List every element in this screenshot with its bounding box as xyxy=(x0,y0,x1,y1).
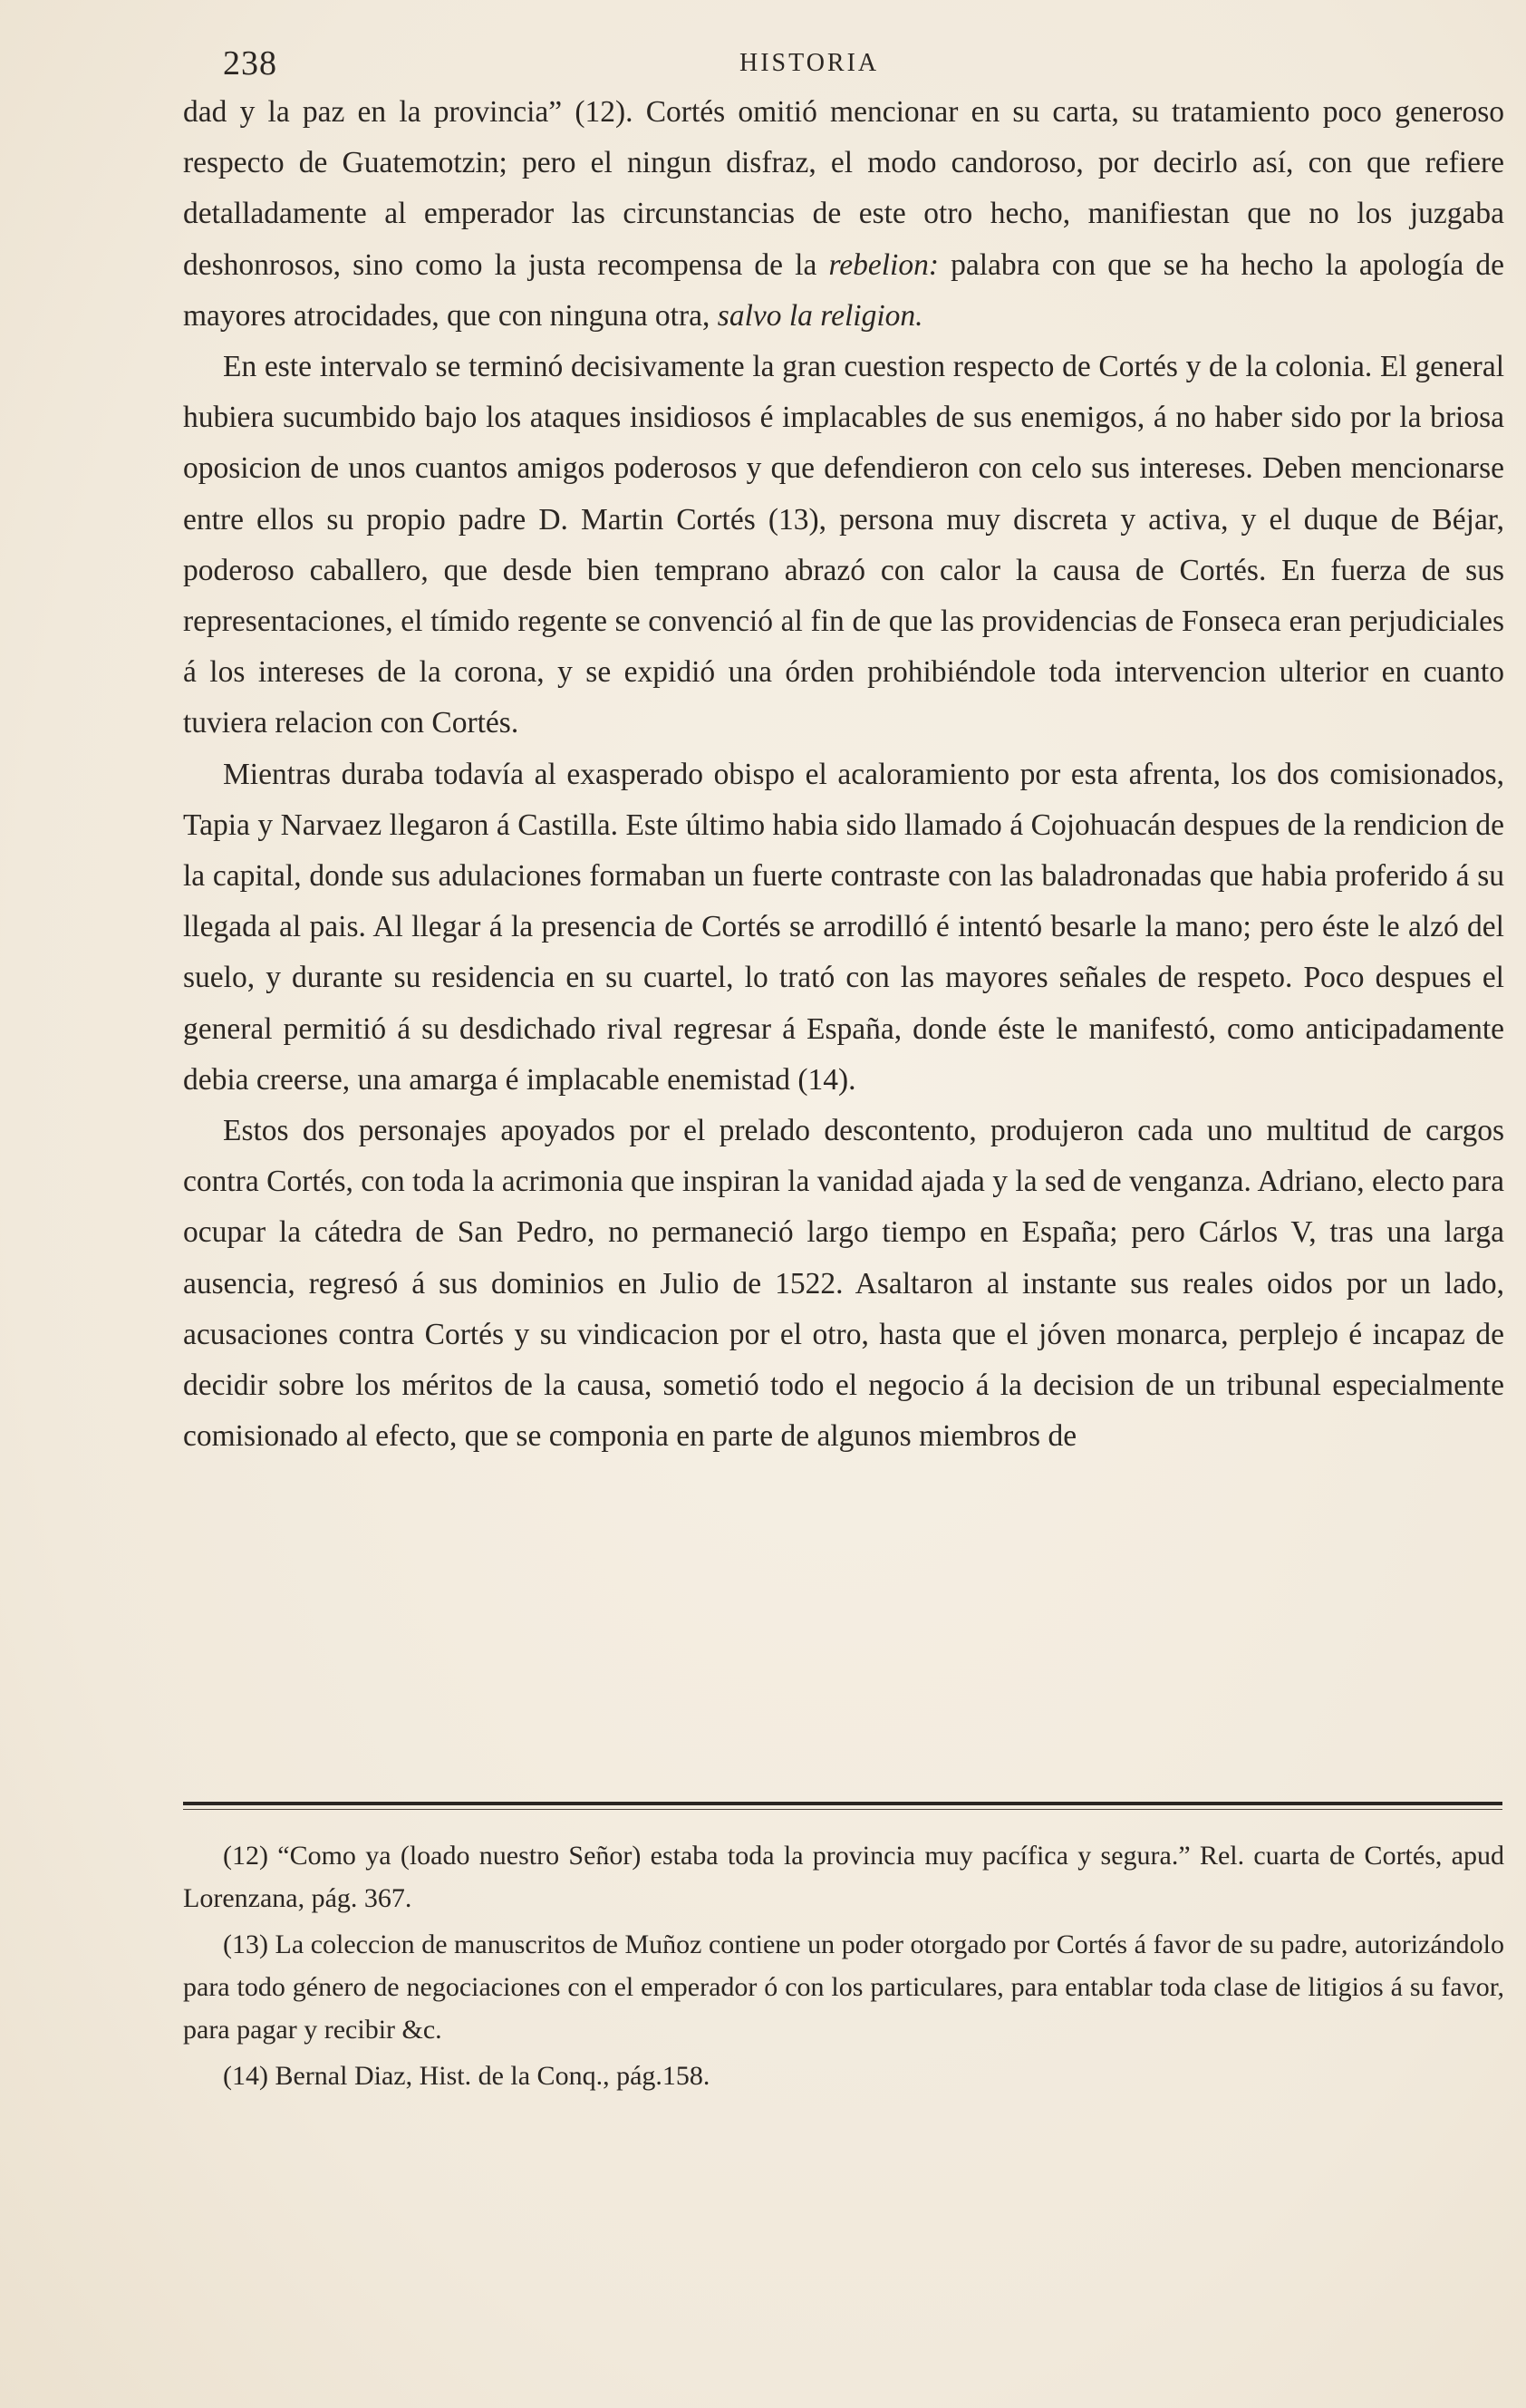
paragraph-1-text: dad y la paz en la provincia” (12). Cortés omitió mencionar en su carta, su tratamiento poco generoso respecto de Guatemotzin; pero el ningun disfraz, el modo candoroso, por decirlo así, con que refiere detalladamente al emperador las circunstancias de este otro hecho, manifiestan que no los juzgaba deshonrosos, sino como la justa recompensa de la xyxy=(183,95,1504,282)
page-number: 238 xyxy=(223,44,277,82)
paragraph-1 xyxy=(183,87,1504,342)
footnote-12: (12) “Como ya (loado nuestro Señor) estaba toda la provincia muy pacífica y segura.” Rel. cuarta de Cortés, apud Lorenzana, pág. 367. xyxy=(183,1841,1504,1913)
paragraph-1-emphasis-religion: salvo la religion. xyxy=(717,298,923,333)
paragraph-3: Mientras duraba todavía al exasperado obispo el acaloramiento por esta afrenta, los dos comisionados, Tapia y Narvaez llegaron á Castilla. Este último habia sido llamado á Cojohuacán despues de la rendicion de la capital, donde sus adulaciones formaban un fuerte contraste con las baladronadas que habia proferido á su llegada al pais. Al llegar á la presencia de Cortés se arrodilló é intentó besarle la mano; pero éste le alzó del suelo, y durante su residencia en su cuartel, lo trató con las mayores señales de respeto. Poco despues el general permitió á su desdichado rival regresar á España, donde éste le manifestó, como anticipadamente debia creerse, una amarga é implacable enemistad (14). xyxy=(183,757,1504,1097)
running-head: HISTORIA xyxy=(739,49,880,77)
footnotes xyxy=(183,1834,1504,2097)
footnote-rule-thin xyxy=(183,1809,1502,1810)
footnote-rule-thick xyxy=(183,1802,1502,1805)
footnote-14: (14) Bernal Diaz, Hist. de la Conq., pág.158. xyxy=(223,2061,710,2091)
paragraph-1-emphasis-rebelion: rebelion: xyxy=(828,247,939,282)
paragraph-1-mid: palabra con que se ha hecho la apología de mayores atrocidades, que con ninguna otra, xyxy=(183,247,1505,333)
paragraph-4: Estos dos personajes apoyados por el prelado descontento, produjeron cada uno multitud de cargos contra Cortés, con toda la acrimonia que inspiran la vanidad ajada y la sed de venganza. Adriano, electo para ocupar la cátedra de San Pedro, no permaneció largo tiempo en España; pero Cárlos V, tras una larga ausencia, regresó á sus dominios en Julio de 1522. Asaltaron al instante sus reales oidos por un lado, acusaciones contra Cortés y su vindicacion por el otro, hasta que el jóven monarca, perplejo é incapaz de decidir sobre los méritos de la causa, sometió todo el negocio á la decision de un tribunal especialmente comisionado al efecto, que se componia en parte de algunos miembros de xyxy=(183,1114,1504,1454)
page-header xyxy=(214,44,1392,83)
main-text xyxy=(183,87,1504,1462)
footnote-13: (13) La coleccion de manuscritos de Muñoz contiene un poder otorgado por Cortés á favor de su padre, autorizándolo para todo género de negociaciones con el emperador ó con los particulares, para entablar toda clase de litigios á su favor, para pagar y recibir &c. xyxy=(183,1929,1504,2045)
paragraph-2: En este intervalo se terminó decisivamente la gran cuestion respecto de Cortés y de la colonia. El general hubiera sucumbido bajo los ataques insidiosos é implacables de sus enemigos, á no haber sido por la briosa oposicion de unos cuantos amigos poderosos y que defendieron con celo sus intereses. Deben mencionarse entre ellos su propio padre D. Martin Cortés (13), persona muy discreta y activa, y el duque de Béjar, poderoso caballero, que desde bien temprano abrazó con calor la causa de Cortés. En fuerza de sus representaciones, el tímido regente se convenció al fin de que las providencias de Fonseca eran perjudiciales á los intereses de la corona, y se expidió una órden prohibiéndole toda intervencion ulterior en cuanto tuviera relacion con Cortés. xyxy=(183,350,1504,740)
